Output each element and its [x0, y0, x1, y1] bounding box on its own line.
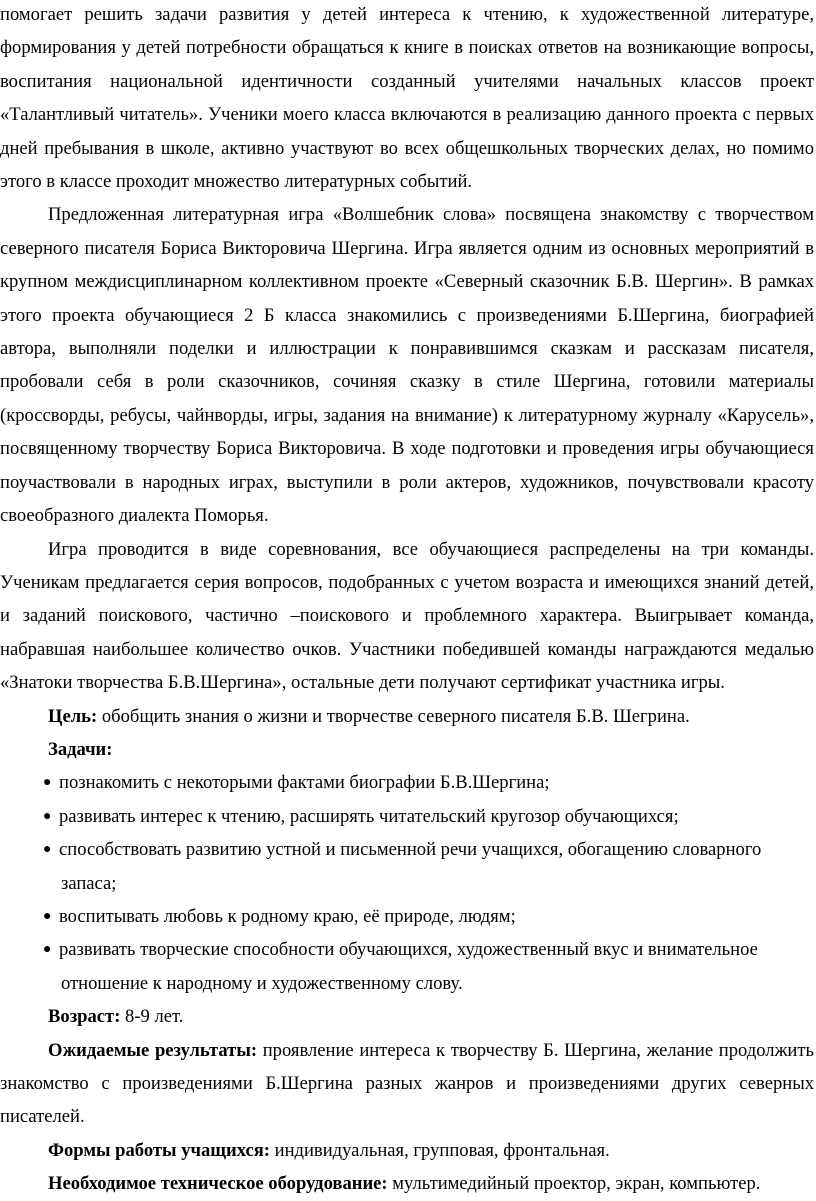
task-text: развивать интерес к чтению, расширять читательский кругозор обучающихся;	[59, 805, 679, 827]
task-text-continuation: отношение к народному и художественному слову.	[61, 972, 463, 994]
task-text: способствовать развитию устной и письменной речи учащихся, обогащению словарного	[59, 839, 762, 861]
paragraph-project: помогает решить задачи развития у детей интереса к чтению, к художественной литературе, формирования у детей потребности обращаться к книге в поисках ответов на возникающие вопросы, воспитания национальной идентичности созданный учителями начальных классов проект «Талантливый читатель». Ученики моего класса включаются в реализацию данного проекта с первых дней пребывания в школе, активно участвуют во всех общешкольных творческих делах, но помимо этого в классе проходит множество литературных событий.	[0, 4, 814, 193]
equipment-line	[0, 1167, 814, 1200]
task-text: воспитывать любовь к родному краю, её природе, людям;	[59, 905, 516, 927]
bullet-icon: ●	[43, 908, 52, 924]
tasks-heading	[0, 733, 814, 766]
equipment-text: мультимедийный проектор, экран, компьютер.	[387, 1173, 761, 1195]
task-text: познакомить с некоторыми фактами биографии Б.В.Шергина;	[59, 772, 550, 794]
list-item	[0, 933, 814, 1000]
age-label: Возраст:	[48, 1006, 121, 1028]
forms-text: индивидуальная, групповая, фронтальная.	[269, 1139, 610, 1161]
list-item	[0, 833, 814, 900]
goal-text: обобщить знания о жизни и творчестве северного писателя Б.В. Шегрина.	[97, 705, 690, 727]
tasks-label: Задачи:	[48, 738, 113, 760]
tasks-list	[0, 766, 814, 1000]
paragraph-competition: Игра проводится в виде соревнования, все обучающиеся распределены на три команды. Ученикам предлагается серия вопросов, подобранных с учетом возраста и имеющихся знаний детей, и заданий поискового, частично –поискового и проблемного характера. Выигрывает команда, набравшая наибольшее количество очков. Участники победившей команды награждаются медалью «Знатоки творчества Б.В.Шергина», остальные дети получают сертификат участника игры.	[0, 538, 814, 694]
equipment-label: Необходимое техническое оборудование:	[48, 1173, 388, 1195]
task-text: развивать творческие способности обучающихся, художественный вкус и внимательное	[59, 939, 758, 961]
list-item	[0, 766, 814, 799]
age-text: 8-9 лет.	[120, 1006, 184, 1028]
bullet-icon: ●	[43, 842, 52, 858]
bullet-icon: ●	[43, 775, 52, 791]
goal-line	[0, 700, 814, 733]
forms-label: Формы работы учащихся:	[48, 1139, 270, 1161]
paragraph-game-description: Предложенная литературная игра «Волшебник слова» посвящена знакомству с творчеством северного писателя Бориса Викторовича Шергина. Игра является одним из основных мероприятий в крупном междисциплинарном коллективном проекте «Северный сказочник Б.В. Шергин». В рамках этого проекта обучающиеся 2 Б класса знакомились с произведениями Б.Шергина, биографией автора, выполняли поделки и иллюстрации к понравившимся сказкам и рассказам писателя, пробовали себя в роли сказочников, сочиняя сказку в стиле Шергина, готовили материалы (кроссворды, ребусы, чайнворды, игры, задания на внимание) к литературному журналу «Карусель», посвященному творчеству Бориса Викторовича. В ходе подготовки и проведения игры обучающиеся поучаствовали в народных играх, выступили в роли актеров, художников, почувствовали красоту своеобразного диалекта Поморья.	[0, 204, 814, 527]
task-text-continuation: запаса;	[61, 872, 117, 894]
list-item	[0, 800, 814, 833]
results-text: проявление интереса к творчеству Б. Шергина, желание продолжить знакомство с произведениями Б.Шергина разных жанров и произведениями других северных писателей.	[0, 1039, 814, 1128]
results-label: Ожидаемые результаты:	[48, 1039, 258, 1061]
list-item	[0, 900, 814, 933]
bullet-icon: ●	[43, 808, 52, 824]
forms-line	[0, 1134, 814, 1167]
bullet-icon: ●	[43, 942, 52, 958]
results-paragraph	[0, 1034, 814, 1134]
goal-label: Цель:	[48, 705, 98, 727]
age-line	[0, 1000, 814, 1033]
